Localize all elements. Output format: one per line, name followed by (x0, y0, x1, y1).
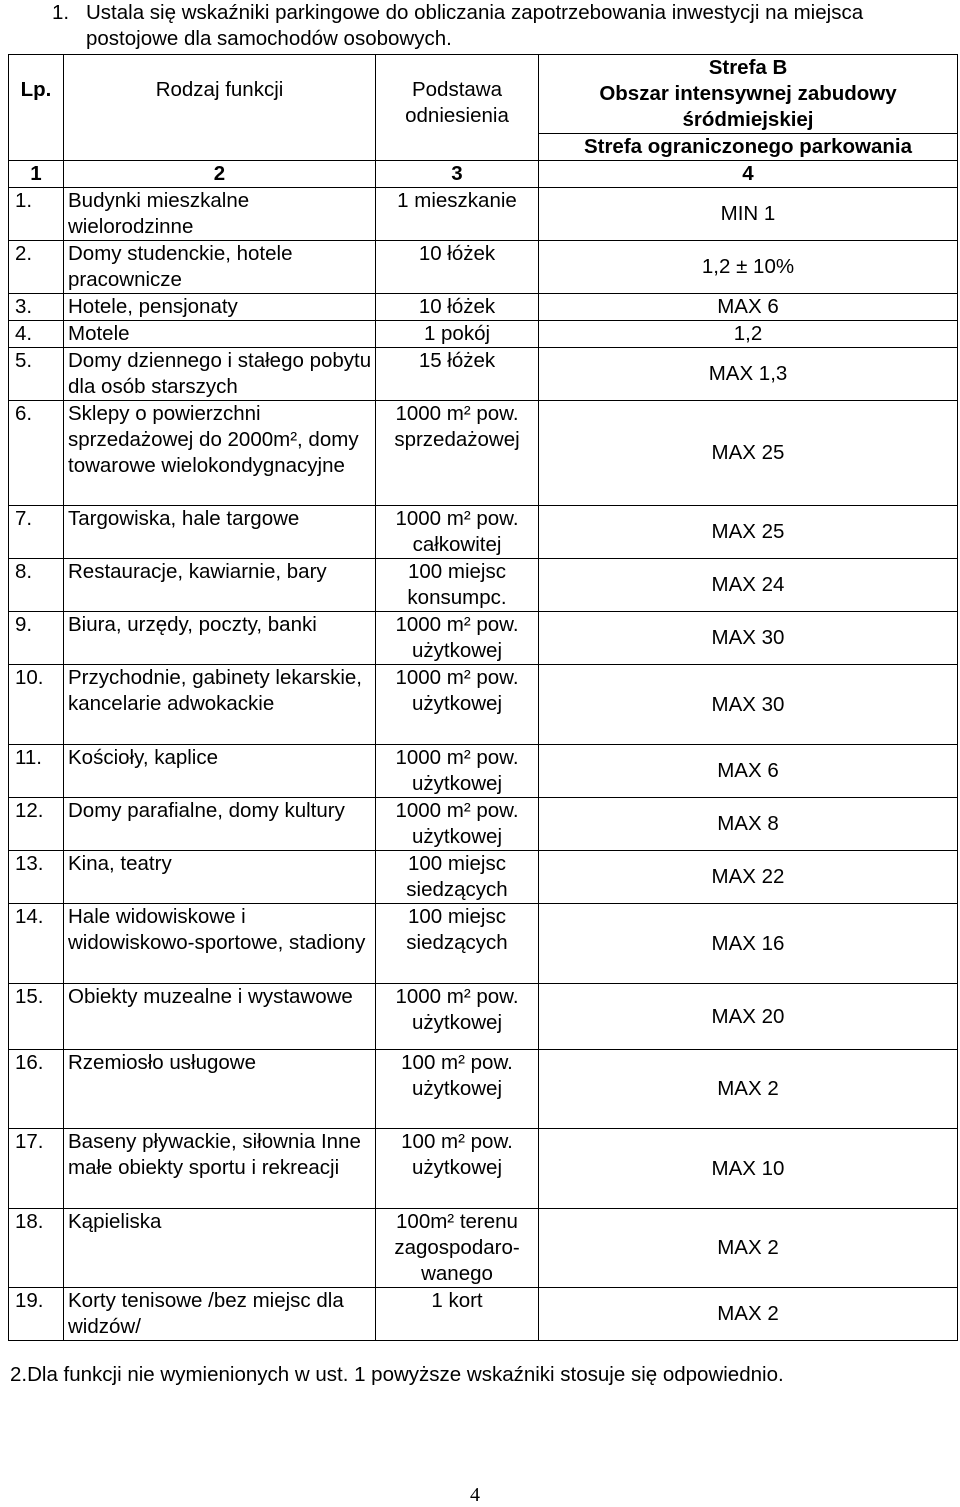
row-lp: 4. (9, 321, 64, 348)
page-number: 4 (470, 1484, 480, 1506)
row-lp: 9. (9, 612, 64, 665)
row-lp: 2. (9, 241, 64, 294)
header-zone (539, 55, 958, 134)
zone-sub: Strefa ograniczonego parkowania (539, 134, 958, 161)
row-lp: 14. (9, 904, 64, 984)
row-value: MAX 30 (539, 612, 958, 665)
row-lp: 17. (9, 1129, 64, 1209)
row-value: MIN 1 (539, 188, 958, 241)
row-value: 1,2 (539, 321, 958, 348)
intro-number: 1. (52, 1, 70, 24)
intro-text: Ustala się wskaźniki parkingowe do obliczania zapotrzebowania inwestycji na miejsca postojowe dla samochodów osobowych. (86, 1, 864, 50)
table-row (9, 1050, 958, 1129)
row-basis: 1 mieszkanie (376, 188, 539, 241)
row-lp: 15. (9, 984, 64, 1050)
row-basis: 10 łóżek (376, 241, 539, 294)
row-value: MAX 6 (539, 294, 958, 321)
row-basis: 100 miejsc konsumpc. (376, 559, 539, 612)
row-value: MAX 10 (539, 1129, 958, 1209)
row-basis: 100 m² pow. użytkowej (376, 1050, 539, 1129)
row-function-name: Korty tenisowe /bez miejsc dla widzów/ (64, 1288, 376, 1341)
row-lp: 3. (9, 294, 64, 321)
row-lp: 11. (9, 745, 64, 798)
row-lp: 10. (9, 665, 64, 745)
row-basis: 1000 m² pow. użytkowej (376, 745, 539, 798)
row-lp: 6. (9, 401, 64, 506)
table-row (9, 798, 958, 851)
row-function-name: Hale widowiskowe i widowiskowo-sportowe, stadiony (64, 904, 376, 984)
row-value: 1,2 ± 10% (539, 241, 958, 294)
row-basis: 1000 m² pow. sprzedażowej (376, 401, 539, 506)
row-basis: 100m² terenu zagospodaro-wanego (376, 1209, 539, 1288)
table-row (9, 321, 958, 348)
row-lp: 13. (9, 851, 64, 904)
row-value: MAX 16 (539, 904, 958, 984)
col-number-2: 2 (64, 161, 376, 188)
table-row (9, 1288, 958, 1341)
row-function-name: Obiekty muzealne i wystawowe (64, 984, 376, 1050)
row-function-name: Restauracje, kawiarnie, bary (64, 559, 376, 612)
row-lp: 12. (9, 798, 64, 851)
table-row (9, 506, 958, 559)
row-function-name: Domy parafialne, domy kultury (64, 798, 376, 851)
row-function-name: Kąpieliska (64, 1209, 376, 1288)
col-number-3: 3 (376, 161, 539, 188)
row-value: MAX 1,3 (539, 348, 958, 401)
row-lp: 8. (9, 559, 64, 612)
row-function-name: Hotele, pensjonaty (64, 294, 376, 321)
row-value: MAX 30 (539, 665, 958, 745)
row-function-name: Budynki mieszkalne wielorodzinne (64, 188, 376, 241)
row-function-name: Motele (64, 321, 376, 348)
row-lp: 7. (9, 506, 64, 559)
row-basis: 1000 m² pow. użytkowej (376, 798, 539, 851)
row-function-name: Kościoły, kaplice (64, 745, 376, 798)
row-function-name: Targowiska, hale targowe (64, 506, 376, 559)
row-function-name: Rzemiosło usługowe (64, 1050, 376, 1129)
table-row (9, 665, 958, 745)
zone-title: Strefa B (708, 56, 788, 79)
row-basis: 100 miejsc siedzących (376, 904, 539, 984)
row-function-name: Domy dziennego i stałego pobytu dla osób starszych (64, 348, 376, 401)
table-row (9, 1209, 958, 1288)
row-value: MAX 6 (539, 745, 958, 798)
col-number-1: 1 (9, 161, 64, 188)
row-basis: 10 łóżek (376, 294, 539, 321)
header-lp: Lp. (9, 55, 64, 161)
row-function-name: Kina, teatry (64, 851, 376, 904)
table-row (9, 294, 958, 321)
row-basis: 1000 m² pow. użytkowej (376, 665, 539, 745)
row-basis: 1000 m² pow. użytkowej (376, 612, 539, 665)
row-value: MAX 22 (539, 851, 958, 904)
header-function: Rodzaj funkcji (64, 55, 376, 161)
row-basis: 100 m² pow. użytkowej (376, 1129, 539, 1209)
table-row (9, 612, 958, 665)
row-lp: 19. (9, 1288, 64, 1341)
table-row (9, 348, 958, 401)
table-row (9, 401, 958, 506)
row-basis: 1 kort (376, 1288, 539, 1341)
row-lp: 16. (9, 1050, 64, 1129)
row-basis: 1 pokój (376, 321, 539, 348)
table-row (9, 904, 958, 984)
parking-ratio-table (8, 54, 958, 1341)
row-value: MAX 8 (539, 798, 958, 851)
table-row (9, 851, 958, 904)
row-value: MAX 2 (539, 1050, 958, 1129)
row-basis: 1000 m² pow. całkowitej (376, 506, 539, 559)
table-row (9, 241, 958, 294)
table-row (9, 188, 958, 241)
row-lp: 5. (9, 348, 64, 401)
table-row (9, 1129, 958, 1209)
row-function-name: Sklepy o powierzchni sprzedażowej do 2000m², domy towarowe wielokondygnacyjne (64, 401, 376, 506)
row-function-name: Przychodnie, gabinety lekarskie, kancelarie adwokackie (64, 665, 376, 745)
row-function-name: Biura, urzędy, poczty, banki (64, 612, 376, 665)
zone-desc: Obszar intensywnej zabudowy śródmiejskiej (599, 82, 897, 131)
row-value: MAX 2 (539, 1288, 958, 1341)
row-basis: 1000 m² pow. użytkowej (376, 984, 539, 1050)
row-value: MAX 25 (539, 401, 958, 506)
row-function-name: Baseny pływackie, siłownia Inne małe obiekty sportu i rekreacji (64, 1129, 376, 1209)
row-value: MAX 24 (539, 559, 958, 612)
table-row (9, 984, 958, 1050)
row-basis: 100 miejsc siedzących (376, 851, 539, 904)
col-number-4: 4 (539, 161, 958, 188)
table-row (9, 745, 958, 798)
row-basis: 15 łóżek (376, 348, 539, 401)
header-basis: Podstawa odniesienia (376, 55, 539, 161)
row-function-name: Domy studenckie, hotele pracownicze (64, 241, 376, 294)
row-value: MAX 20 (539, 984, 958, 1050)
table-row (9, 559, 958, 612)
row-value: MAX 2 (539, 1209, 958, 1288)
row-lp: 1. (9, 188, 64, 241)
row-value: MAX 25 (539, 506, 958, 559)
paragraph-2: 2.Dla funkcji nie wymienionych w ust. 1 powyższe wskaźniki stosuje się odpowiednio. (10, 1363, 784, 1386)
row-lp: 18. (9, 1209, 64, 1288)
